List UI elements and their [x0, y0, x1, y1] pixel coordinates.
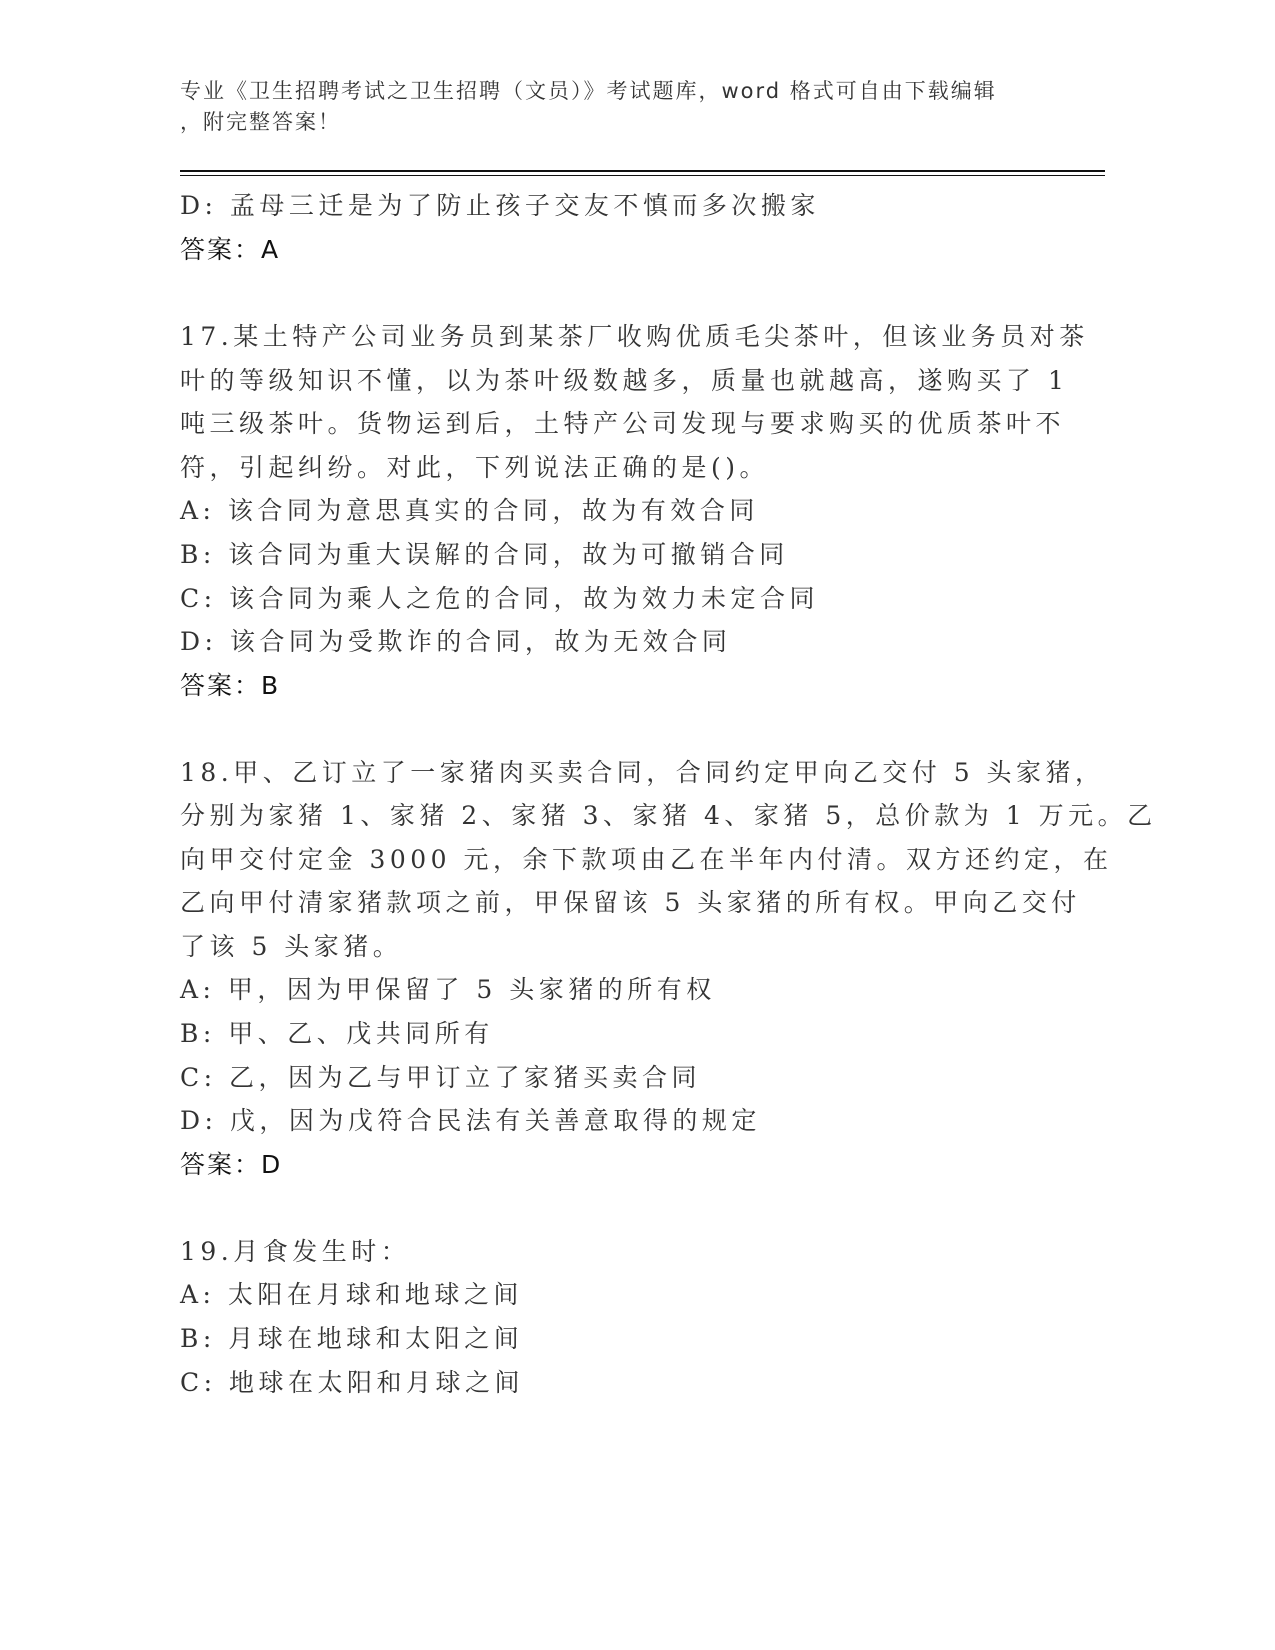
q19-stem-line: 19.月食发生时：	[180, 1237, 411, 1266]
q17-option-b: B: 该合同为重大误解的合同，故为可撤销合同	[180, 540, 789, 569]
q16-option-d: D: 孟母三迁是为了防止孩子交友不慎而多次搬家	[180, 191, 820, 220]
q17-option-d: D: 该合同为受欺诈的合同，故为无效合同	[180, 627, 732, 656]
q17-answer: 答案：B	[180, 671, 281, 700]
q19-option-a: A: 太阳在月球和地球之间	[180, 1280, 523, 1309]
q17-stem-line: 吨三级茶叶。货物运到后，土特产公司发现与要求购买的优质茶叶不	[180, 409, 1066, 438]
header-line-1: 专业《卫生招聘考试之卫生招聘（文员）》考试题库，word 格式可自由下载编辑	[180, 79, 997, 103]
q17-option-c: C: 该合同为乘人之危的合同，故为效力未定合同	[180, 584, 819, 613]
q17-option-a: A: 该合同为意思真实的合同，故为有效合同	[180, 496, 759, 525]
q18-option-b: B: 甲、乙、戊共同所有	[180, 1019, 494, 1048]
q19-option-b: B: 月球在地球和太阳之间	[180, 1324, 524, 1353]
header-line-2: ，附完整答案！	[180, 110, 341, 134]
q18-option-c: C: 乙，因为乙与甲订立了家猪买卖合同	[180, 1063, 701, 1092]
header-rule-top	[180, 170, 1105, 172]
q18-stem-line: 乙向甲付清家猪款项之前，甲保留该 5 头家猪的所有权。甲向乙交付	[180, 888, 1081, 917]
q18-stem-line: 向甲交付定金 3000 元，余下款项由乙在半年内付清。双方还约定，在	[180, 845, 1113, 874]
q18-answer: 答案：D	[180, 1150, 283, 1179]
q18-stem-line: 18.甲、乙订立了一家猪肉买卖合同，合同约定甲向乙交付 5 头家猪，	[180, 758, 1105, 787]
q18-stem-line: 分别为家猪 1、家猪 2、家猪 3、家猪 4、家猪 5，总价款为 1 万元。乙	[180, 801, 1157, 830]
header-rule-bottom	[180, 175, 1105, 176]
q18-option-d: D: 戊，因为戊符合民法有关善意取得的规定	[180, 1106, 761, 1135]
q19-option-c: C: 地球在太阳和月球之间	[180, 1368, 524, 1397]
q18-option-a: A: 甲，因为甲保留了 5 头家猪的所有权	[180, 975, 716, 1004]
q17-stem-line: 叶的等级知识不懂，以为茶叶级数越多，质量也就越高，遂购买了 1	[180, 366, 1069, 395]
q18-stem-line: 了该 5 头家猪。	[180, 932, 403, 961]
q17-stem-line: 17.某土特产公司业务员到某茶厂收购优质毛尖茶叶，但该业务员对茶	[180, 322, 1089, 351]
q17-stem-line: 符，引起纠纷。对此，下列说法正确的是()。	[180, 453, 770, 482]
q16-answer: 答案：A	[180, 235, 281, 264]
